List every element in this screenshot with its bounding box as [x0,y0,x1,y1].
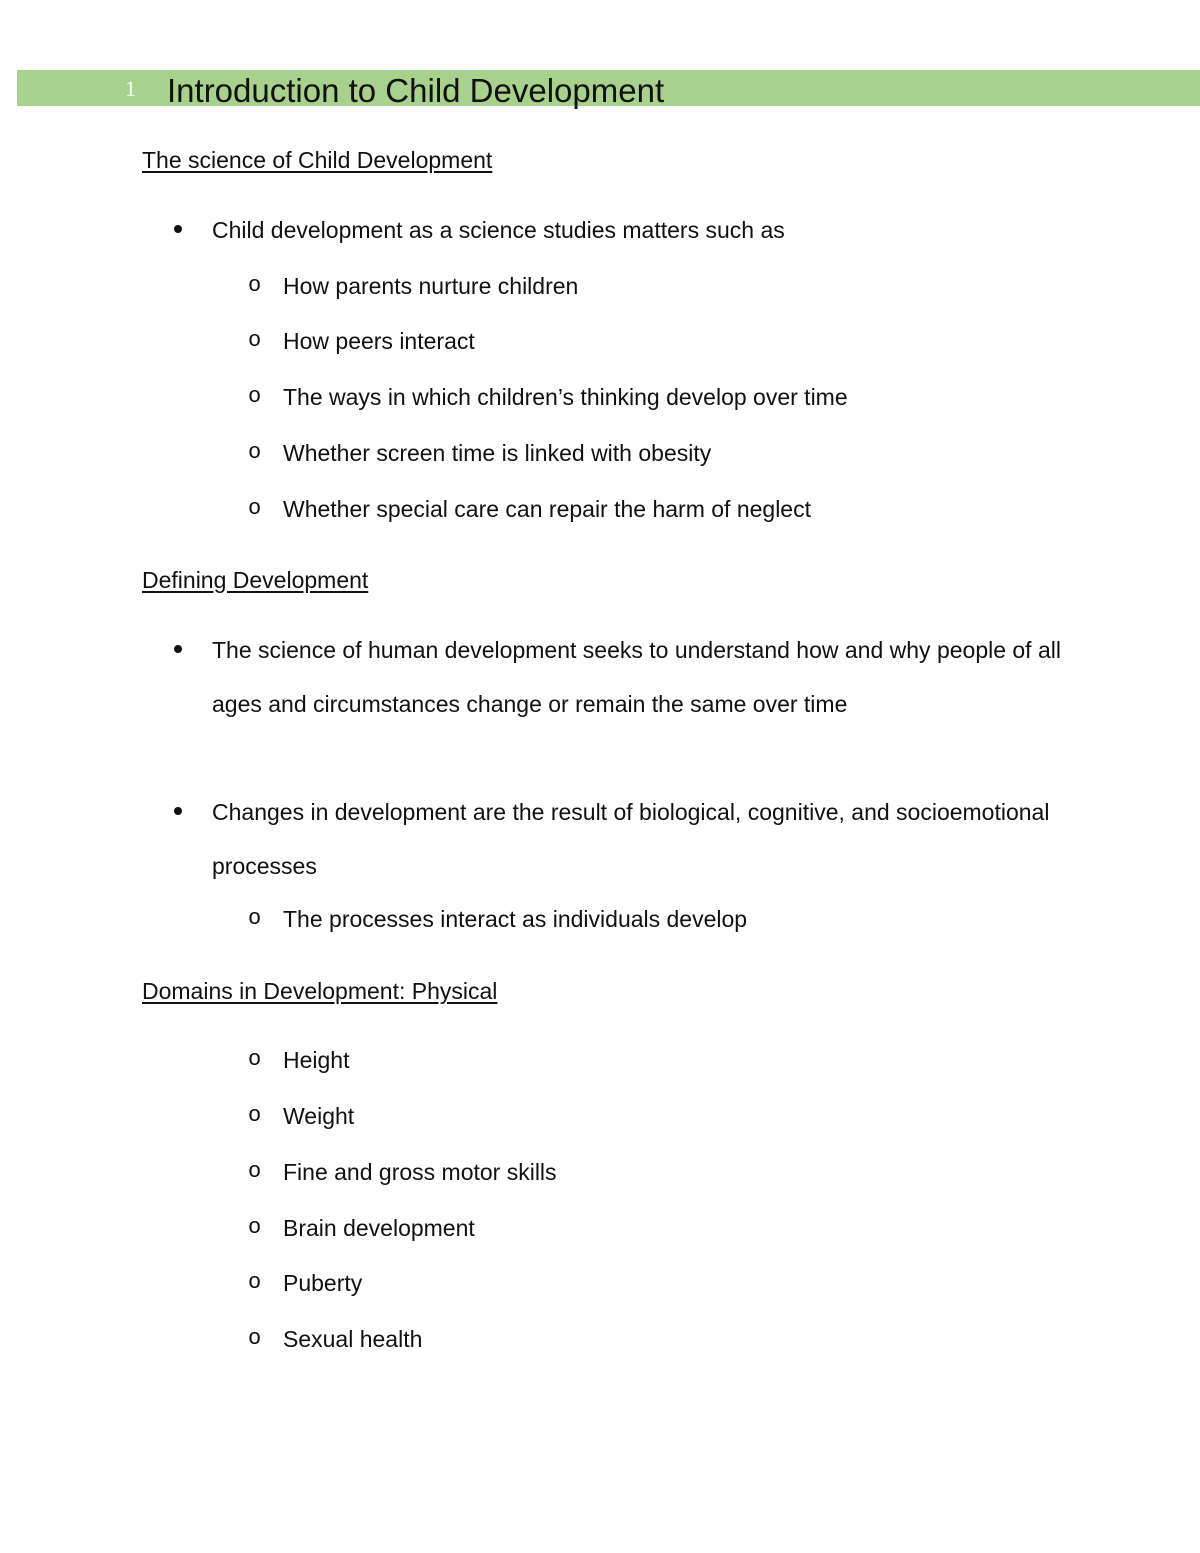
sub-item-text: Fine and gross motor skills [283,1159,557,1185]
circle-bullet-icon: o [248,1159,262,1184]
circle-bullet-icon: o [248,440,262,465]
sub-item-text: How parents nurture children [283,273,579,299]
bullet-dot-icon [174,225,182,233]
page-title: Introduction to Child Development [167,72,665,109]
sub-item-text: Puberty [283,1270,363,1296]
heading-number: 1 [125,76,136,101]
circle-bullet-icon: o [248,496,262,521]
sub-item-text: Brain development [283,1215,475,1241]
circle-bullet-icon: o [248,1103,262,1128]
bullet-dot-icon [174,807,182,815]
bullet-item [174,203,1074,257]
circle-bullet-icon: o [248,1215,262,1240]
circle-bullet-icon: o [248,906,262,931]
bullet-text: Child development as a science studies matters such as [212,217,785,243]
circle-bullet-icon: o [248,1047,262,1072]
sub-item-text: The processes interact as individuals develop [283,906,748,932]
bullet-text: The science of human development seeks to understand how and why people of all ages and circumstances change or remain the same over time [212,637,1061,717]
section-title-physical: Domains in Development: Physical [142,978,498,1004]
section-title-science: The science of Child Development [142,147,493,173]
bullet-item [174,623,1074,785]
circle-bullet-icon: o [248,328,262,353]
circle-bullet-icon: o [248,1270,262,1295]
sub-item-text: The ways in which children’s thinking develop over time [283,384,848,410]
circle-bullet-icon: o [248,1326,262,1351]
sub-item-text: Sexual health [283,1326,423,1352]
sub-item-text: Whether screen time is linked with obesity [283,440,712,466]
sub-item-text: Whether special care can repair the harm of neglect [283,496,811,522]
sub-item-text: Weight [283,1103,355,1129]
bullet-item [174,785,1074,893]
bullet-text: Changes in development are the result of biological, cognitive, and socioemotional processes [212,799,1050,879]
sub-item-text: Height [283,1047,350,1073]
circle-bullet-icon: o [248,384,262,409]
section-title-defining: Defining Development [142,567,369,593]
circle-bullet-icon: o [248,273,262,298]
bullet-dot-icon [174,645,182,653]
sub-item-text: How peers interact [283,328,475,354]
